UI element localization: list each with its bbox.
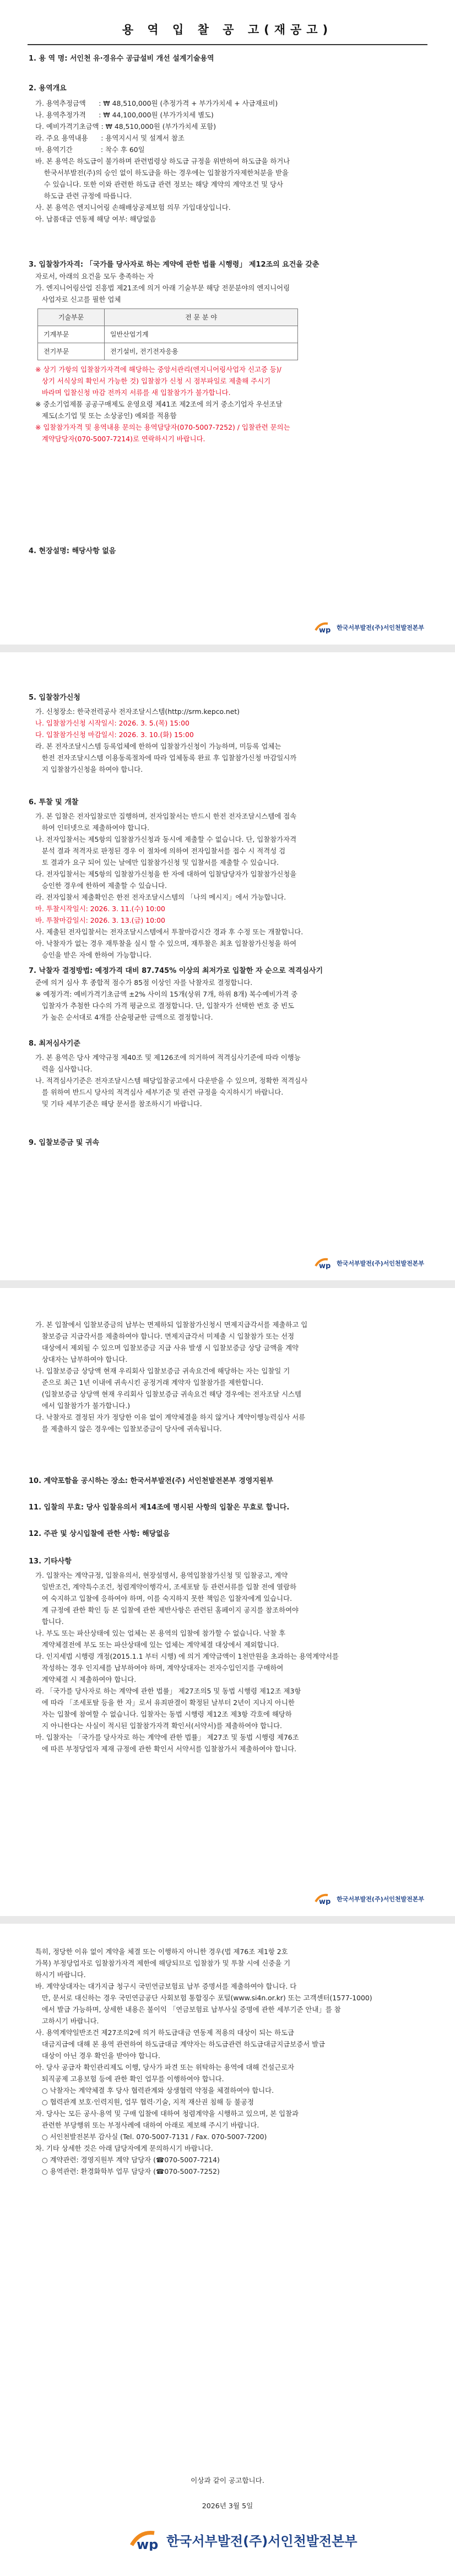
section-2-lines: [29, 98, 427, 225]
text-line: 승인을 받은 자에 한하여 가능합니다.: [35, 951, 152, 959]
text-line: 에서 발급 가능하며, 상세한 내용은 불이익 「연금보험료 납부사실 증명에 관한 세부기준 안내」를 참: [35, 2005, 341, 2014]
org-logo-icon: [315, 621, 333, 634]
section-12: [29, 1528, 427, 1540]
text-line: ○ 용역관련: 환경화학부 업무 담당자 (☎070-5007-7252): [35, 2167, 220, 2175]
text-line: 에서 입찰참가가 불가합니다.): [35, 1401, 131, 1410]
text-line: 를 제출하지 않은 경우에는 입찰보증금이 당사에 귀속됩니다.: [35, 1425, 222, 1433]
text-line: ○ 서인천발전본부 감사실 (Tel. 070-5007-7131 / Fax. 070-5007-7200): [35, 2133, 267, 2141]
text-line: 및 기타 세부기준은 해당 문서를 참조하시기 바랍니다.: [35, 1100, 202, 1108]
svg-text:wp: wp: [319, 626, 331, 634]
org-logo-text: 한국서부발전(주)서인천발전본부: [337, 1260, 424, 1267]
section-8-heading: 8. 최저심사기준: [29, 1040, 80, 1048]
section-6-heading: 6. 투찰 및 개찰: [29, 798, 79, 807]
text-line: 아. 낙찰자가 없는 경우 재투찰을 실시 할 수 있으며, 재투찰은 최초 입찰참가신청을 하여: [35, 939, 297, 948]
text-line: 자로서, 아래의 요건을 모두 충족하는 자: [35, 272, 154, 280]
text-line: ○ 낙찰자는 계약체결 후 당사 협력관계와 상생협력 약정을 체결하여야 합니다.: [35, 2086, 274, 2095]
text-line: 나. 전자입찰서는 제5항의 입찰참가신청과 동시에 제출할 수 없습니다. 단, 입찰참가자격: [35, 835, 297, 843]
section-3: [29, 259, 427, 445]
org-logo-icon: [130, 2529, 163, 2551]
svg-text:wp: wp: [137, 2537, 159, 2551]
text-line: 계약체결 시 제출하여야 합니다.: [35, 1675, 137, 1684]
table-header-cell: 기술부문: [38, 309, 105, 326]
text-line: 사. 용역계약일반조건 제27조의2에 의거 하도급대금 연동제 적용의 대상이 되는 하도급: [35, 2028, 294, 2037]
text-line: 를 위하여 반드시 당사의 적격심사 세부기준 및 관련 규정을 숙지하시기 바랍니다.: [35, 1088, 284, 1096]
section-13-lines: [29, 1570, 427, 1755]
section-8-lines: [29, 1052, 427, 1110]
tech-field-table: [37, 309, 298, 360]
text-line: 가. 용역추정금액 : ₩ 48,510,000원 (추정가격 + 부가가치세 + 사급재료비): [35, 99, 278, 107]
page-separator: [0, 1916, 455, 1924]
text-line: 바. 투찰마감일시: 2026. 3. 13.(금) 10:00: [35, 916, 165, 924]
section-11-heading: 11. 입찰의 무효: 당사 입찰유의서 제14조에 명시된 사항의 입찰은 무효로 합니다.: [29, 1503, 290, 1512]
org-logo-icon: [315, 1893, 333, 1905]
text-line: ○ 협력관계 보호·인력지원, 업무 협력·기술, 지적 재산권 침해 등 불공정: [35, 2098, 254, 2106]
org-logo-icon: [315, 1257, 333, 1269]
text-line: 자. 당사는 모든 공사·용역 및 구매 입찰에 대하여 청렴계약을 시행하고 있으며, 본 입찰과: [35, 2109, 299, 2118]
text-line: 가 높은 순서대로 4개를 산술평균한 금액으로 결정합니다.: [35, 1013, 213, 1021]
table-header-cell: 전 문 분 야: [105, 309, 298, 326]
section-12-heading: 12. 주관 및 상시입찰에 관한 사항: 해당없음: [29, 1530, 170, 1538]
text-line: 지 입찰참가신청을 하여야 합니다.: [35, 765, 143, 773]
table-cell: 기계부문: [38, 326, 105, 343]
text-line: 관련한 부당행위 또는 부정사례에 대하여 아래로 제보해 주시기 바랍니다.: [35, 2121, 259, 2129]
text-line: 마. 용역기간 : 착수 후 60일: [35, 145, 145, 154]
text-line: (입찰보증금 상당액 현재 우리회사 입찰보증금 귀속요건 해당 경우에는 전자조달 시스템: [35, 1390, 301, 1398]
text-line: ※ 중소기업제품 공공구매제도 운영요령 제41조 제2조에 의거 중소기업자 우선조달: [35, 400, 283, 408]
text-line: 라. 주요 용역내용 : 용역지시서 및 설계서 참조: [35, 134, 185, 142]
org-logo: [315, 1893, 424, 1905]
text-line: 다. 전자입찰서는 제5항의 입찰참가신청을 한 자에 대하여 입찰담당자가 입찰참가신청을: [35, 870, 297, 878]
text-line: 가. 본 입찰은 전자입찰로만 집행하며, 전자입찰서는 반드시 한전 전자조달시스템에 접속: [35, 812, 297, 820]
text-line: 하여 인터넷으로 제출하여야 합니다.: [35, 824, 150, 832]
section-11: [29, 1502, 427, 1513]
text-line: 아. 납품대금 연동제 해당 여부: 해당없음: [35, 215, 156, 223]
text-line: 사. 본 용역은 엔지니어링 손해배상공제보험 의무 가입대상입니다.: [35, 203, 231, 212]
section-13-heading: 13. 기타사항: [29, 1557, 72, 1566]
section-5-lines: [29, 706, 427, 775]
text-line: 에 따라 「조세포탈 등을 한 자」로서 유죄판결이 확정된 날부터 2년이 지나지 아니한: [35, 1698, 295, 1707]
text-line: 작성하는 경우 인지세를 납부하여야 하며, 계약상대자는 전자수입인지를 구매하여: [35, 1664, 284, 1672]
text-line: 차. 기타 상세한 것은 아래 담당자에게 문의하시기 바랍니다.: [35, 2144, 213, 2152]
text-line: 자는 입찰에 참여할 수 없습니다. 입찰자는 동법 시행령 제12조 제3항 각호에 해당하: [35, 1710, 292, 1718]
org-logo-text: 한국서부발전(주)서인천발전본부: [166, 2533, 358, 2549]
table-cell: 일반산업기계: [105, 326, 298, 343]
section-13: [29, 1556, 427, 1755]
section-3-heading: 3. 입찰참가자격: 「국가를 당사자로 하는 계약에 관한 법률 시행령」 제12조의 요건을 갖춘: [29, 261, 319, 269]
section-6: [29, 797, 427, 961]
text-line: 상대자는 납부하여야 합니다.: [35, 1355, 128, 1363]
section-9-lines: [29, 1319, 427, 1435]
section-5: [29, 692, 427, 775]
text-line: 가. 입찰자는 계약규정, 입찰유의서, 현장설명서, 용역입찰참가신청 및 입찰공고, 계약: [35, 1571, 288, 1579]
closing-statement: 이상과 같이 공고합니다.: [191, 2476, 264, 2485]
section-3-notes: [29, 364, 427, 445]
table-row: [38, 326, 298, 343]
table-row: [38, 343, 298, 360]
text-line: 나. 부도 또는 파산상태에 있는 업체는 본 용역의 입찰에 참가할 수 없습니다. 낙찰 후: [35, 1629, 286, 1637]
text-line: 준에 의거 심사 후 종합적 점수가 85점 이상인 자를 낙찰자로 결정합니다.: [35, 978, 253, 987]
page-4: [0, 1924, 455, 2576]
section-1: [29, 53, 427, 64]
text-line: 라. 본 전자조달시스템 등록업체에 한하여 입찰참가신청이 가능하며, 미등록 업체는: [35, 742, 281, 750]
text-line: 계약체결전에 부도 또는 파산상태에 있는 업체는 계약체결 대상에서 제외합니다.: [35, 1641, 279, 1649]
text-line: 여 숙지하고 입찰에 응하여야 하며, 이를 숙지하지 못한 책임은 입찰자에게 있습니다.: [35, 1594, 292, 1603]
section-1-heading: 1. 용 역 명: 서인천 유·경유수 공급설비 개선 설계기술용역: [29, 55, 214, 63]
text-line: 하시기 바랍니다.: [35, 1971, 86, 1979]
section-9: [29, 1137, 427, 1149]
text-line: ※ 입찰참가자격 및 용역내용 문의는 용역담당자(070-5007-7252) / 입찰관련 문의는: [35, 423, 290, 431]
text-line: 다. 예비가격기초금액 : ₩ 48,510,000원 (부가가치세 포함): [35, 122, 216, 131]
section-10: [29, 1475, 427, 1487]
section-7: [29, 965, 427, 1023]
text-line: 마. 입찰자는 「국가를 당사자로 하는 계약에 관한 법률」 제27조 및 동법 시행령 제76조: [35, 1733, 299, 1741]
text-line: 나. 입찰참가신청 시작일시: 2026. 3. 5.(목) 15:00: [35, 719, 189, 727]
text-line: 바. 계약상대자는 대가지급 청구시 국민연금보험료 납부 증명서를 제출하여야 합니다. 다: [35, 1982, 297, 1990]
text-line: 바라며 입찰신청 마감 전까지 서류를 새 입찰참가가 불가합니다.: [35, 388, 231, 397]
section-8: [29, 1038, 427, 1110]
text-line: 계약담당자(070-5007-7214)로 연락하시기 바랍니다.: [35, 435, 205, 443]
text-line: 퇴직공제 고용보험 등에 관한 확인 업무를 이행하여야 합니다.: [35, 2075, 224, 2083]
text-line: 사. 제출된 전자입찰서는 전자조달시스템에서 투찰마감시간 경과 후 수정 또는 개찰합니다.: [35, 928, 304, 936]
org-logo: [315, 1257, 424, 1269]
text-line: 한국서부발전(주)의 승인 없이 하도급을 하는 경우에는 입찰참가자제한처분을 받을: [35, 169, 289, 177]
text-line: 아. 당사 공급자 확인관리제도 이행, 당사가 파견 또는 위탁하는 용역에 대해 건설근로자: [35, 2063, 295, 2071]
title-divider: [28, 44, 427, 45]
page-separator: [0, 645, 455, 652]
section-3-lines: [29, 270, 427, 305]
text-line: 에 따른 부정당업자 제재 규정에 관한 확인서 서약서를 입찰참가서 제출하여야 합니다.: [35, 1745, 297, 1753]
text-line: 가. 신청장소: 한국전력공사 전자조달시스템(http://srm.kepco.net): [35, 707, 240, 716]
text-line: 입찰자가 추첨한 다수의 가격 평균으로 결정합니다. 단, 입찰자가 선택한 번호 중 빈도: [35, 1002, 294, 1010]
table-header-row: [38, 309, 298, 326]
table-cell: 전기부문: [38, 343, 105, 360]
text-line: 대상에서 제외될 수 있으며 입찰보증금 지급 사유 발생 시 입찰보증금 상당 금액을 계약: [35, 1344, 299, 1352]
section-6-lines: [29, 810, 427, 961]
text-line: 준으로 최근 1년 이내에 귀속시킨 공정거래 계약자 입찰참가를 제한합니다.: [35, 1378, 264, 1387]
text-line: 대금지급에 대해 본 용역 관련하여 하도급대금 계약자는 하도급관련 하도급대금지급보증서 발급: [35, 2040, 326, 2048]
text-line: 한전 전자조달시스템 이용동록절차에 따라 업체동록 완료 후 입찰참가신청 마감일시까: [35, 754, 297, 762]
page-2: [0, 652, 455, 1280]
text-line: 고하시기 바랍니다.: [35, 2017, 99, 2025]
text-line: 계 규정에 관한 확인 등 본 입찰에 관한 제반사항은 관련된 홈페이지 공지를 참조하여야: [35, 1606, 299, 1614]
text-line: 가. 본 입찰에서 입찰보증금의 납부는 면제하되 입찰참가신청시 면제지급각서를 제출하고 입: [35, 1321, 308, 1329]
text-line: 나. 입찰보증금 상당액 현재 우리회사 입찰보증금 귀속요건에 해당하는 자는 입찰일 기: [35, 1367, 290, 1375]
text-line: 만, 문서로 대신하는 경우 국민연금공단 사회보험 통합징수 포털(www.si4n.or.kr) 또는 고객센터(1577-1000): [35, 1994, 372, 2002]
section-4-heading: 4. 현장설명: 해당사항 없음: [29, 547, 116, 555]
text-line: 가목) 부정당업자로 입찰참가자격 제한에 해당되므로 입찰참가 및 투찰 시에 신중을 기: [35, 1959, 291, 1967]
org-logo-large: [130, 2529, 358, 2551]
announcement-date: 2026년 3월 5일: [202, 2502, 253, 2510]
section-13-continued-lines: [29, 1946, 427, 2177]
text-line: 나. 적격심사기준은 전자조달시스템 해당입찰공고에서 다운받을 수 있으며, 정확한 적격심사: [35, 1076, 308, 1085]
text-line: 제도(소기업 및 또는 소상공인) 예외를 적용함: [35, 412, 177, 420]
section-2: [29, 83, 427, 225]
org-logo-text: 한국서부발전(주)서인천발전본부: [337, 1896, 424, 1903]
section-7-lines: [29, 977, 427, 1023]
text-line: 토 결과가 요구 되어 있는 날에만 입찰참가신청 및 입찰서를 제출할 수 있습니다.: [35, 858, 279, 867]
text-line: 마. 투찰시작일시: 2026. 3. 11.(수) 10:00: [35, 905, 165, 913]
text-line: 분석 결과 적격자로 판정된 경우 이 절차에 의하여 전자입찰서를 접수 시 적격성 검: [35, 847, 286, 855]
section-13-continued: [29, 1946, 427, 2177]
text-line: 나. 용역추정가격 : ₩ 44,100,000원 (부가가치세 별도): [35, 111, 214, 119]
text-line: 일반조건, 계약특수조건, 청렴계약이행각서, 조세포탈 등 관련서류를 입찰 전에 열람하: [35, 1583, 297, 1591]
page-title: 용 역 입 찰 공 고(재공고): [122, 23, 333, 36]
text-line: 다. 입찰참가신청 마감일시: 2026. 3. 10.(화) 15:00: [35, 730, 194, 739]
text-line: ※ 예정가격: 예비가격기초금액 ±2% 사이의 15개(상위 7개, 하위 8개) 복수예비가격 중: [35, 990, 298, 998]
section-7-heading: 7. 낙찰자 결정방법: 예정가격 대비 87.745% 이상의 최저가로 입찰한 자 순으로 적격심사기: [29, 967, 323, 975]
text-line: 다. 인지세법 시행령 개정(2015.1.1 부터 시행) 에 의거 계약금액이 1천만원을 초과하는 용역계약서를: [35, 1652, 339, 1660]
text-line: 가. 엔지니어링산업 진흥법 제21조에 의거 아래 기술부문 해당 전문분야의 엔지니어링: [35, 284, 290, 292]
page-separator: [0, 1280, 455, 1288]
text-line: 가. 본 용역은 당사 계약규정 제40조 및 제126조에 의거하여 적격심사기준에 따라 이행능: [35, 1053, 301, 1062]
text-line: ○ 계약관련: 경영지원부 계약 담당자 (☎070-5007-7214): [35, 2156, 220, 2164]
section-9-continued: [29, 1319, 427, 1435]
section-4: [29, 545, 427, 557]
org-logo: [315, 621, 424, 634]
org-logo-text: 한국서부발전(주)서인천발전본부: [337, 624, 424, 631]
page-3: [0, 1288, 455, 1916]
section-9-heading: 9. 입찰보증금 및 귀속: [29, 1139, 100, 1147]
text-line: 하도급 관련 규정에 따릅니다.: [35, 192, 132, 200]
svg-text:wp: wp: [319, 1262, 331, 1269]
text-line: 다. 낙찰자로 결정된 자가 정당한 이유 없이 계약체결을 하지 않거나 계약이행능력심사 서류: [35, 1413, 306, 1421]
section-10-heading: 10. 계약포함을 공시하는 장소: 한국서부발전(주) 서인천발전본부 경영지원부: [29, 1477, 274, 1485]
text-line: 라. 「국가를 당사자로 하는 계약에 관한 법률」 제27조의5 및 동법 시행령 제12조 제3항: [35, 1687, 301, 1695]
text-line: 사업자로 신고를 필한 업체: [35, 295, 121, 304]
text-line: 합니다.: [35, 1617, 64, 1626]
text-line: 력을 심사합니다.: [35, 1065, 93, 1073]
text-line: 지 아니한다는 사실이 적시된 입찰참가자격 확인서(서약서)를 제출하여야 합니다.: [35, 1722, 282, 1730]
section-5-heading: 5. 입찰참가신청: [29, 694, 80, 702]
text-line: 특히, 정당한 이유 없이 계약을 체결 또는 이행하지 아니한 경우(법 제76조 제1항 2호: [35, 1947, 288, 1956]
text-line: 바. 본 용역은 하도급이 불가하며 관련법령상 하도급 규정을 위반하여 하도급을 하거나: [35, 157, 290, 165]
text-line: 찰보증금 지급각서를 제출하여야 합니다. 면제지급각서 미제출 시 입찰참가 또는 선정: [35, 1332, 295, 1340]
text-line: 승인한 경우에 한하여 제출할 수 있습니다.: [35, 881, 167, 890]
svg-text:wp: wp: [319, 1898, 331, 1905]
page-1: [0, 0, 455, 645]
text-line: 라. 전자입찰서 제출확인은 한전 전자조달시스템의 「나의 메시지」에서 가능합니다.: [35, 893, 286, 901]
table-cell: 전기설비, 전기전자응용: [105, 343, 298, 360]
text-line: 상기 서식상의 확인서 가능한 것) 입찰참가 신청 시 점부파일로 제출해 주시기: [35, 377, 271, 385]
text-line: 수 있습니다. 또한 이와 관련한 하도급 관련 정보는 해당 계약의 계약조건 및 당사: [35, 180, 283, 188]
section-2-heading: 2. 용역개요: [29, 84, 67, 93]
text-line: 대상이 아닌 경우 확인을 받아야 합니다.: [35, 2052, 160, 2060]
text-line: ※ 상기 가항의 입찰참가자격에 해당하는 중앙서관리(엔지니어링사업자 신고증 등)/: [35, 365, 281, 374]
